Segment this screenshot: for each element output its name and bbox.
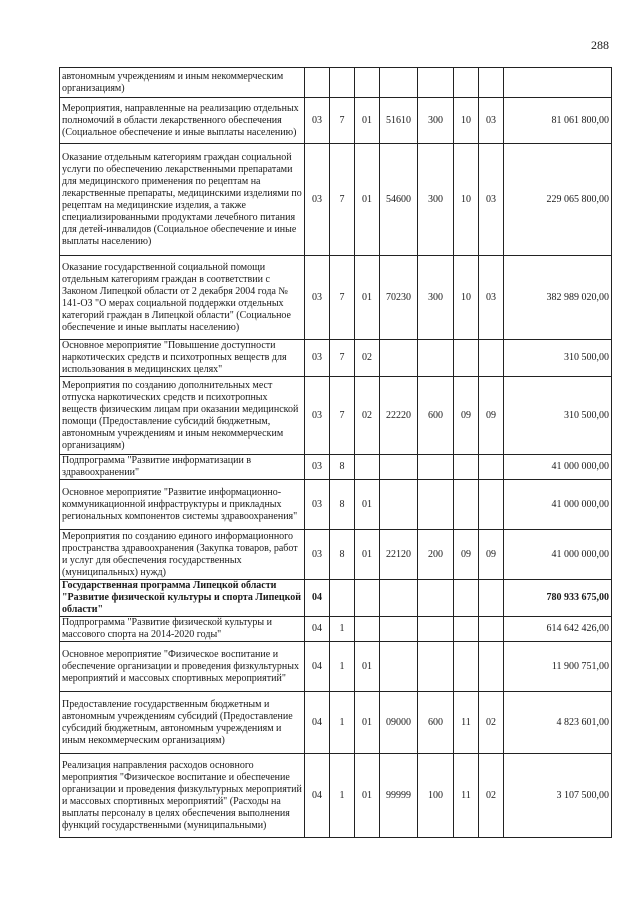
cell-subprogram: 1 <box>330 754 355 838</box>
cell-amount: 81 061 800,00 <box>504 98 612 144</box>
cell-amount: 41 000 000,00 <box>504 480 612 530</box>
table-row <box>60 530 612 580</box>
row-name: автономным учреждениям и иным некоммерческим организациям) <box>60 68 305 98</box>
cell-subprogram: 8 <box>330 480 355 530</box>
cell-direction: 51610 <box>380 98 418 144</box>
table-row <box>60 580 612 617</box>
cell-subsection: 03 <box>479 256 504 340</box>
cell-amount: 41 000 000,00 <box>504 455 612 480</box>
cell-section <box>454 642 479 692</box>
cell-section: 10 <box>454 256 479 340</box>
cell-direction <box>380 68 418 98</box>
cell-main-measure: 02 <box>355 377 380 455</box>
cell-section <box>454 580 479 617</box>
cell-direction <box>380 617 418 642</box>
cell-amount: 4 823 601,00 <box>504 692 612 754</box>
cell-main-measure: 01 <box>355 256 380 340</box>
cell-program: 03 <box>305 340 330 377</box>
cell-subsection: 03 <box>479 98 504 144</box>
cell-subprogram: 7 <box>330 144 355 256</box>
cell-section <box>454 455 479 480</box>
cell-subprogram: 1 <box>330 617 355 642</box>
table-row <box>60 642 612 692</box>
cell-direction: 22120 <box>380 530 418 580</box>
cell-subsection <box>479 617 504 642</box>
cell-expense-type <box>418 617 454 642</box>
cell-program: 03 <box>305 144 330 256</box>
cell-direction <box>380 340 418 377</box>
cell-subsection <box>479 642 504 692</box>
page-number: 288 <box>591 38 609 52</box>
cell-subprogram: 1 <box>330 692 355 754</box>
cell-program: 04 <box>305 617 330 642</box>
table-row <box>60 754 612 838</box>
cell-main-measure <box>355 617 380 642</box>
row-name: Государственная программа Липецкой области "Развитие физической культуры и спорта Липецкой области" <box>60 580 305 617</box>
cell-subprogram: 7 <box>330 98 355 144</box>
cell-program: 04 <box>305 580 330 617</box>
table-row <box>60 68 612 98</box>
cell-direction: 09000 <box>380 692 418 754</box>
row-name: Мероприятия, направленные на реализацию отдельных полномочий в области лекарственного обеспечения (Социальное обеспечение и иные выплаты населению) <box>60 98 305 144</box>
row-name: Реализация направления расходов основного мероприятия "Физическое воспитание и обеспечение организации и проведения физкультурных мероприятий и массовых спортивных мероприятий" (Расходы на выплаты персоналу в целях обеспечения выполнения функций государственными (муниципальными) <box>60 754 305 838</box>
cell-main-measure: 01 <box>355 480 380 530</box>
cell-direction: 54600 <box>380 144 418 256</box>
row-name: Подпрограмма "Развитие информатизации в здравоохранении" <box>60 455 305 480</box>
cell-expense-type <box>418 580 454 617</box>
cell-subsection <box>479 580 504 617</box>
row-name: Мероприятия по созданию дополнительных мест отпуска наркотических средств и психотропных веществ физическим лицам при оказании медицинской помощи (Предоставление субсидий бюджетным, автономным учреждениям и иным некоммерческим организациям) <box>60 377 305 455</box>
cell-section: 10 <box>454 98 479 144</box>
cell-subprogram: 8 <box>330 455 355 480</box>
cell-direction: 70230 <box>380 256 418 340</box>
cell-expense-type: 200 <box>418 530 454 580</box>
table-row <box>60 256 612 340</box>
cell-expense-type <box>418 340 454 377</box>
cell-main-measure <box>355 68 380 98</box>
table-row <box>60 455 612 480</box>
cell-section: 11 <box>454 754 479 838</box>
cell-expense-type: 300 <box>418 256 454 340</box>
cell-amount <box>504 68 612 98</box>
cell-program: 03 <box>305 455 330 480</box>
cell-subprogram: 7 <box>330 256 355 340</box>
cell-program <box>305 68 330 98</box>
cell-main-measure: 01 <box>355 642 380 692</box>
cell-direction <box>380 455 418 480</box>
table-row <box>60 692 612 754</box>
cell-expense-type <box>418 455 454 480</box>
cell-program: 03 <box>305 480 330 530</box>
row-name: Основное мероприятие "Физическое воспитание и обеспечение организации и проведения физкультурных мероприятий и массовых спортивных мероприятий" <box>60 642 305 692</box>
cell-subsection: 02 <box>479 692 504 754</box>
budget-table <box>59 67 612 838</box>
cell-section: 09 <box>454 530 479 580</box>
cell-expense-type <box>418 642 454 692</box>
cell-subprogram <box>330 68 355 98</box>
cell-expense-type: 600 <box>418 377 454 455</box>
cell-main-measure: 01 <box>355 98 380 144</box>
cell-subprogram <box>330 580 355 617</box>
cell-expense-type: 600 <box>418 692 454 754</box>
cell-subprogram: 7 <box>330 340 355 377</box>
cell-subsection: 09 <box>479 377 504 455</box>
cell-program: 03 <box>305 377 330 455</box>
cell-subprogram: 7 <box>330 377 355 455</box>
cell-subsection <box>479 340 504 377</box>
cell-program: 04 <box>305 642 330 692</box>
row-name: Основное мероприятие "Развитие информационно-коммуникационной инфраструктуры и прикладных региональных компонентов системы здравоохранения" <box>60 480 305 530</box>
cell-amount: 310 500,00 <box>504 377 612 455</box>
cell-subsection <box>479 480 504 530</box>
cell-main-measure <box>355 455 380 480</box>
cell-expense-type: 300 <box>418 144 454 256</box>
row-name: Мероприятия по созданию единого информационного пространства здравоохранения (Закупка товаров, работ и услуг для обеспечения государственных (муниципальных) нужд) <box>60 530 305 580</box>
cell-main-measure: 02 <box>355 340 380 377</box>
cell-section: 11 <box>454 692 479 754</box>
table-row <box>60 340 612 377</box>
table-row <box>60 98 612 144</box>
cell-subsection: 09 <box>479 530 504 580</box>
row-name: Оказание государственной социальной помощи отдельным категориям граждан в соответствии с Законом Липецкой области от 2 декабря 2004 года № 141-ОЗ "О мерах социальной поддержки отдельных категорий граждан в Липецкой области" (Социальное обеспечение и иные выплаты населению) <box>60 256 305 340</box>
cell-expense-type: 300 <box>418 98 454 144</box>
cell-main-measure: 01 <box>355 692 380 754</box>
cell-section <box>454 617 479 642</box>
cell-main-measure: 01 <box>355 144 380 256</box>
cell-amount: 310 500,00 <box>504 340 612 377</box>
row-name: Подпрограмма "Развитие физической культуры и массового спорта на 2014-2020 годы" <box>60 617 305 642</box>
cell-subprogram: 8 <box>330 530 355 580</box>
cell-program: 03 <box>305 530 330 580</box>
cell-program: 04 <box>305 754 330 838</box>
row-name: Основное мероприятие "Повышение доступности наркотических средств и психотропных веществ для использования в медицинских целях" <box>60 340 305 377</box>
cell-direction <box>380 642 418 692</box>
cell-amount: 229 065 800,00 <box>504 144 612 256</box>
cell-expense-type <box>418 68 454 98</box>
table-row <box>60 377 612 455</box>
cell-subsection: 02 <box>479 754 504 838</box>
cell-subsection: 03 <box>479 144 504 256</box>
cell-main-measure: 01 <box>355 530 380 580</box>
cell-direction: 22220 <box>380 377 418 455</box>
cell-section: 10 <box>454 144 479 256</box>
cell-subsection <box>479 68 504 98</box>
cell-amount: 41 000 000,00 <box>504 530 612 580</box>
cell-amount: 780 933 675,00 <box>504 580 612 617</box>
budget-table-body <box>60 68 612 838</box>
cell-expense-type: 100 <box>418 754 454 838</box>
cell-subprogram: 1 <box>330 642 355 692</box>
cell-section <box>454 340 479 377</box>
cell-direction <box>380 480 418 530</box>
cell-amount: 11 900 751,00 <box>504 642 612 692</box>
row-name: Оказание отдельным категориям граждан социальной услуги по обеспечению лекарственными препаратами для медицинского применения по рецептам на лекарственные препараты, медицинскими изделиями по рецептам на медицинские изделия, а также специализированными продуктами лечебного питания для детей-инвалидов (Социальное обеспечение и иные выплаты населению) <box>60 144 305 256</box>
cell-program: 04 <box>305 692 330 754</box>
table-row <box>60 144 612 256</box>
table-row <box>60 617 612 642</box>
cell-program: 03 <box>305 256 330 340</box>
cell-section <box>454 480 479 530</box>
cell-subsection <box>479 455 504 480</box>
cell-direction: 99999 <box>380 754 418 838</box>
cell-direction <box>380 580 418 617</box>
cell-amount: 382 989 020,00 <box>504 256 612 340</box>
cell-main-measure <box>355 580 380 617</box>
row-name: Предоставление государственным бюджетным и автономным учреждениям субсидий (Предоставление субсидий бюджетным, автономным учреждениям и иным некоммерческим организациям) <box>60 692 305 754</box>
cell-expense-type <box>418 480 454 530</box>
cell-amount: 3 107 500,00 <box>504 754 612 838</box>
table-row <box>60 480 612 530</box>
cell-amount: 614 642 426,00 <box>504 617 612 642</box>
cell-program: 03 <box>305 98 330 144</box>
cell-main-measure: 01 <box>355 754 380 838</box>
cell-section <box>454 68 479 98</box>
cell-section: 09 <box>454 377 479 455</box>
